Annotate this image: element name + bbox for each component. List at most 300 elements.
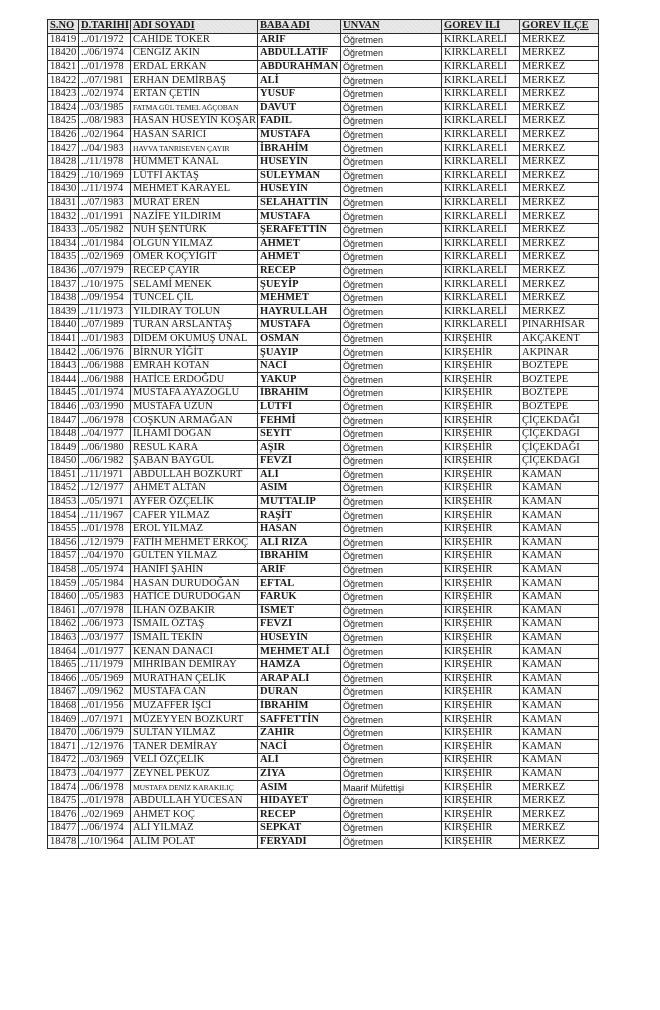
cell-district: MERKEZ <box>520 291 599 305</box>
cell-province: KIRKLARELİ <box>442 142 520 156</box>
cell-district: MERKEZ <box>520 210 599 224</box>
cell-province: KIRŞEHİR <box>442 781 520 795</box>
table-row <box>48 781 599 795</box>
cell-father-name: ZAHİR <box>258 726 341 740</box>
cell-birth-date: ../07/1971 <box>79 713 131 727</box>
cell-birth-date: ../03/1990 <box>79 400 131 414</box>
cell-title: Öğretmen <box>341 509 442 523</box>
cell-district: KAMAN <box>520 658 599 672</box>
cell-birth-date: ../05/1983 <box>79 590 131 604</box>
cell-full-name: MUSTAFA UZUN <box>130 400 257 414</box>
cell-title: Öğretmen <box>341 468 442 482</box>
cell-birth-date: ../12/1979 <box>79 536 131 550</box>
cell-district: MERKEZ <box>520 101 599 115</box>
cell-province: KIRŞEHİR <box>442 468 520 482</box>
cell-sno: 18466 <box>48 672 79 686</box>
cell-sno: 18473 <box>48 767 79 781</box>
table-row <box>48 577 599 591</box>
cell-full-name: HÜMMET KANAL <box>130 155 257 169</box>
cell-full-name: ZEYNEL PEKUZ <box>130 767 257 781</box>
cell-sno: 18476 <box>48 808 79 822</box>
cell-title: Öğretmen <box>341 155 442 169</box>
cell-sno: 18436 <box>48 264 79 278</box>
cell-sno: 18421 <box>48 60 79 74</box>
cell-sno: 18478 <box>48 835 79 849</box>
cell-sno: 18468 <box>48 699 79 713</box>
cell-father-name: HÜSEYİN <box>258 631 341 645</box>
cell-father-name: FARUK <box>258 590 341 604</box>
cell-birth-date: ../09/1954 <box>79 291 131 305</box>
cell-province: KIRŞEHİR <box>442 672 520 686</box>
cell-province: KIRKLARELİ <box>442 196 520 210</box>
cell-birth-date: ../06/1978 <box>79 414 131 428</box>
cell-father-name: RECEP <box>258 808 341 822</box>
cell-province: KIRKLARELİ <box>442 87 520 101</box>
cell-title: Öğretmen <box>341 87 442 101</box>
cell-father-name: SELAHATTİN <box>258 196 341 210</box>
table-row <box>48 699 599 713</box>
cell-district: KAMAN <box>520 577 599 591</box>
cell-district: MERKEZ <box>520 822 599 836</box>
cell-district: MERKEZ <box>520 808 599 822</box>
table-row <box>48 427 599 441</box>
cell-title: Öğretmen <box>341 645 442 659</box>
table-row <box>48 387 599 401</box>
cell-father-name: FADIL <box>258 115 341 129</box>
cell-full-name: GÜLTEN YILMAZ <box>130 550 257 564</box>
table-row <box>48 713 599 727</box>
cell-sno: 18454 <box>48 509 79 523</box>
cell-full-name: NUH ŞENTÜRK <box>130 223 257 237</box>
table-row <box>48 686 599 700</box>
table-row <box>48 33 599 47</box>
cell-full-name: EROL YILMAZ <box>130 522 257 536</box>
cell-full-name: KENAN DANACI <box>130 645 257 659</box>
cell-title: Öğretmen <box>341 142 442 156</box>
cell-father-name: HASAN <box>258 522 341 536</box>
cell-full-name: SULTAN YILMAZ <box>130 726 257 740</box>
cell-birth-date: ../01/1978 <box>79 522 131 536</box>
cell-sno: 18427 <box>48 142 79 156</box>
cell-title: Öğretmen <box>341 332 442 346</box>
cell-district: MERKEZ <box>520 60 599 74</box>
cell-province: KIRŞEHİR <box>442 509 520 523</box>
cell-birth-date: ../02/1964 <box>79 128 131 142</box>
cell-full-name: CAFER YILMAZ <box>130 509 257 523</box>
cell-district: KAMAN <box>520 645 599 659</box>
cell-full-name: İLHAMİ DOĞAN <box>130 427 257 441</box>
cell-district: ÇİÇEKDAĞI <box>520 414 599 428</box>
table-row <box>48 563 599 577</box>
cell-district: KAMAN <box>520 754 599 768</box>
cell-birth-date: ../03/1985 <box>79 101 131 115</box>
cell-birth-date: ../11/1973 <box>79 305 131 319</box>
cell-district: MERKEZ <box>520 169 599 183</box>
table-row <box>48 142 599 156</box>
cell-father-name: HÜSEYİN <box>258 155 341 169</box>
cell-province: KIRŞEHİR <box>442 563 520 577</box>
cell-sno: 18453 <box>48 495 79 509</box>
cell-full-name: HASAN SARICI <box>130 128 257 142</box>
cell-birth-date: ../04/1970 <box>79 550 131 564</box>
table-row <box>48 604 599 618</box>
cell-province: KIRŞEHİR <box>442 373 520 387</box>
cell-district: KAMAN <box>520 468 599 482</box>
cell-birth-date: ../04/1983 <box>79 142 131 156</box>
cell-full-name: ABDULLAH YÜCESAN <box>130 794 257 808</box>
cell-birth-date: ../03/1977 <box>79 631 131 645</box>
cell-title: Öğretmen <box>341 291 442 305</box>
cell-province: KIRŞEHİR <box>442 536 520 550</box>
cell-birth-date: ../01/1972 <box>79 33 131 47</box>
cell-sno: 18448 <box>48 427 79 441</box>
cell-title: Öğretmen <box>341 699 442 713</box>
cell-province: KIRŞEHİR <box>442 400 520 414</box>
table-row <box>48 726 599 740</box>
cell-sno: 18467 <box>48 686 79 700</box>
cell-district: MERKEZ <box>520 47 599 61</box>
cell-title: Öğretmen <box>341 590 442 604</box>
cell-district: BOZTEPE <box>520 359 599 373</box>
cell-full-name: HANİFİ ŞAHİN <box>130 563 257 577</box>
table-row <box>48 210 599 224</box>
cell-father-name: MUTTALİP <box>258 495 341 509</box>
cell-father-name: MUSTAFA <box>258 128 341 142</box>
cell-sno: 18445 <box>48 387 79 401</box>
header-full-name: ADI SOYADI <box>130 20 257 34</box>
cell-sno: 18449 <box>48 441 79 455</box>
cell-father-name: OSMAN <box>258 332 341 346</box>
cell-father-name: SEPKAT <box>258 822 341 836</box>
cell-title: Öğretmen <box>341 183 442 197</box>
cell-title: Öğretmen <box>341 237 442 251</box>
table-row <box>48 87 599 101</box>
cell-title: Öğretmen <box>341 74 442 88</box>
cell-birth-date: ../01/1956 <box>79 699 131 713</box>
cell-province: KIRŞEHİR <box>442 550 520 564</box>
table-row <box>48 631 599 645</box>
table-row <box>48 373 599 387</box>
cell-full-name: AHMET KOÇ <box>130 808 257 822</box>
cell-full-name: CENGİZ AKIN <box>130 47 257 61</box>
table-row <box>48 536 599 550</box>
cell-father-name: HİDAYET <box>258 794 341 808</box>
cell-sno: 18431 <box>48 196 79 210</box>
cell-full-name: ŞABAN BAYGÜL <box>130 455 257 469</box>
cell-father-name: ARİF <box>258 563 341 577</box>
cell-birth-date: ../06/1974 <box>79 822 131 836</box>
table-row <box>48 509 599 523</box>
cell-province: KIRŞEHİR <box>442 808 520 822</box>
table-row <box>48 264 599 278</box>
cell-sno: 18429 <box>48 169 79 183</box>
cell-sno: 18457 <box>48 550 79 564</box>
table-row <box>48 74 599 88</box>
table-row <box>48 346 599 360</box>
cell-sno: 18441 <box>48 332 79 346</box>
header-birth-date: D.TARİHİ <box>79 20 131 34</box>
cell-father-name: AHMET <box>258 251 341 265</box>
cell-sno: 18472 <box>48 754 79 768</box>
cell-province: KIRŞEHİR <box>442 726 520 740</box>
cell-title: Öğretmen <box>341 672 442 686</box>
header-title: UNVAN <box>341 20 442 34</box>
cell-birth-date: ../02/1969 <box>79 251 131 265</box>
cell-sno: 18434 <box>48 237 79 251</box>
cell-title: Öğretmen <box>341 563 442 577</box>
cell-father-name: ŞERAFETTİN <box>258 223 341 237</box>
cell-sno: 18459 <box>48 577 79 591</box>
cell-full-name: HASAN DURUDOĞAN <box>130 577 257 591</box>
cell-sno: 18422 <box>48 74 79 88</box>
cell-sno: 18474 <box>48 781 79 795</box>
table-row <box>48 319 599 333</box>
cell-district: BOZTEPE <box>520 373 599 387</box>
cell-father-name: ABDULLATİF <box>258 47 341 61</box>
cell-title: Öğretmen <box>341 522 442 536</box>
cell-birth-date: ../12/1976 <box>79 740 131 754</box>
cell-title: Öğretmen <box>341 264 442 278</box>
cell-father-name: ALİ <box>258 468 341 482</box>
cell-district: KAMAN <box>520 767 599 781</box>
cell-province: KIRŞEHİR <box>442 427 520 441</box>
cell-father-name: İBRAHİM <box>258 387 341 401</box>
cell-birth-date: ../06/1974 <box>79 47 131 61</box>
cell-title: Öğretmen <box>341 400 442 414</box>
cell-title: Öğretmen <box>341 808 442 822</box>
cell-title: Öğretmen <box>341 47 442 61</box>
cell-title: Öğretmen <box>341 210 442 224</box>
table-row <box>48 441 599 455</box>
cell-birth-date: ../05/1984 <box>79 577 131 591</box>
cell-father-name: HAYRULLAH <box>258 305 341 319</box>
cell-father-name: SÜLEYMAN <box>258 169 341 183</box>
cell-full-name: FATMA GÜL TEMEL AĞÇOBAN <box>130 101 257 115</box>
personnel-table <box>47 19 599 849</box>
cell-district: KAMAN <box>520 699 599 713</box>
cell-province: KIRŞEHİR <box>442 822 520 836</box>
cell-province: KIRŞEHİR <box>442 740 520 754</box>
cell-district: MERKEZ <box>520 33 599 47</box>
table-row <box>48 495 599 509</box>
table-body <box>48 33 599 849</box>
cell-district: KAMAN <box>520 686 599 700</box>
cell-birth-date: ../06/1980 <box>79 441 131 455</box>
cell-birth-date: ../01/1974 <box>79 387 131 401</box>
cell-full-name: İLHAN ÖZBAKIR <box>130 604 257 618</box>
cell-birth-date: ../10/1969 <box>79 169 131 183</box>
cell-full-name: İSMAİL TEKİN <box>130 631 257 645</box>
cell-father-name: HÜSEYİN <box>258 183 341 197</box>
table-row <box>48 332 599 346</box>
cell-birth-date: ../04/1977 <box>79 427 131 441</box>
cell-full-name: HATİCE ERDOĞDU <box>130 373 257 387</box>
table-row <box>48 808 599 822</box>
cell-title: Öğretmen <box>341 414 442 428</box>
cell-father-name: HAMZA <box>258 658 341 672</box>
cell-title: Öğretmen <box>341 618 442 632</box>
header-row <box>48 20 599 34</box>
cell-full-name: OLGUN YILMAZ <box>130 237 257 251</box>
cell-sno: 18432 <box>48 210 79 224</box>
cell-birth-date: ../03/1969 <box>79 754 131 768</box>
cell-birth-date: ../06/1979 <box>79 726 131 740</box>
cell-birth-date: ../06/1988 <box>79 373 131 387</box>
cell-full-name: SELAMİ MENEK <box>130 278 257 292</box>
header-father-name: BABA ADI <box>258 20 341 34</box>
cell-district: KAMAN <box>520 509 599 523</box>
cell-province: KIRKLARELİ <box>442 305 520 319</box>
cell-province: KIRŞEHİR <box>442 482 520 496</box>
cell-sno: 18447 <box>48 414 79 428</box>
cell-sno: 18455 <box>48 522 79 536</box>
cell-title: Öğretmen <box>341 631 442 645</box>
cell-birth-date: ../05/1971 <box>79 495 131 509</box>
cell-father-name: ASIM <box>258 482 341 496</box>
cell-birth-date: ../05/1974 <box>79 563 131 577</box>
table-row <box>48 658 599 672</box>
cell-sno: 18461 <box>48 604 79 618</box>
cell-full-name: VELİ ÖZÇELİK <box>130 754 257 768</box>
table-row <box>48 468 599 482</box>
cell-father-name: RAŞİT <box>258 509 341 523</box>
cell-father-name: NACİ <box>258 359 341 373</box>
cell-province: KIRŞEHİR <box>442 387 520 401</box>
cell-district: KAMAN <box>520 726 599 740</box>
cell-province: KIRKLARELİ <box>442 33 520 47</box>
cell-district: MERKEZ <box>520 251 599 265</box>
cell-title: Öğretmen <box>341 128 442 142</box>
cell-district: KAMAN <box>520 631 599 645</box>
cell-province: KIRKLARELİ <box>442 169 520 183</box>
cell-province: KIRŞEHİR <box>442 604 520 618</box>
cell-birth-date: ../01/1984 <box>79 237 131 251</box>
cell-father-name: MUSTAFA <box>258 319 341 333</box>
table-row <box>48 101 599 115</box>
cell-full-name: MÜZEYYEN BOZKURT <box>130 713 257 727</box>
cell-province: KIRKLARELİ <box>442 291 520 305</box>
cell-birth-date: ../01/1983 <box>79 332 131 346</box>
cell-sno: 18420 <box>48 47 79 61</box>
cell-title: Öğretmen <box>341 822 442 836</box>
cell-district: MERKEZ <box>520 142 599 156</box>
cell-sno: 18437 <box>48 278 79 292</box>
cell-title: Öğretmen <box>341 441 442 455</box>
table-row <box>48 550 599 564</box>
table-row <box>48 223 599 237</box>
table-row <box>48 251 599 265</box>
cell-full-name: DİDEM OKUMUŞ ÜNAL <box>130 332 257 346</box>
cell-title: Öğretmen <box>341 754 442 768</box>
cell-province: KIRŞEHİR <box>442 455 520 469</box>
cell-birth-date: ../12/1977 <box>79 482 131 496</box>
cell-full-name: TANER DEMİRAY <box>130 740 257 754</box>
cell-province: KIRŞEHİR <box>442 522 520 536</box>
cell-province: KIRKLARELİ <box>442 47 520 61</box>
cell-district: MERKEZ <box>520 264 599 278</box>
table-row <box>48 482 599 496</box>
cell-title: Öğretmen <box>341 373 442 387</box>
table-row <box>48 835 599 849</box>
cell-title: Öğretmen <box>341 251 442 265</box>
cell-full-name: ALİM POLAT <box>130 835 257 849</box>
cell-district: KAMAN <box>520 482 599 496</box>
cell-sno: 18433 <box>48 223 79 237</box>
table-row <box>48 183 599 197</box>
cell-father-name: İBRAHİM <box>258 142 341 156</box>
table-row <box>48 278 599 292</box>
cell-full-name: FATİH MEHMET ERKOÇ <box>130 536 257 550</box>
cell-birth-date: ../02/1974 <box>79 87 131 101</box>
cell-sno: 18470 <box>48 726 79 740</box>
cell-title: Öğretmen <box>341 427 442 441</box>
cell-sno: 18424 <box>48 101 79 115</box>
cell-father-name: MEHMET ALİ <box>258 645 341 659</box>
table-row <box>48 672 599 686</box>
cell-province: KIRŞEHİR <box>442 495 520 509</box>
cell-district: MERKEZ <box>520 305 599 319</box>
cell-father-name: EFTAL <box>258 577 341 591</box>
cell-birth-date: ../06/1982 <box>79 455 131 469</box>
cell-district: ÇİÇEKDAĞI <box>520 455 599 469</box>
cell-father-name: YUSUF <box>258 87 341 101</box>
cell-full-name: ERTAN ÇETİN <box>130 87 257 101</box>
cell-full-name: ERHAN DEMİRBAŞ <box>130 74 257 88</box>
cell-sno: 18423 <box>48 87 79 101</box>
cell-full-name: RESUL KARA <box>130 441 257 455</box>
cell-district: ÇİÇEKDAĞI <box>520 441 599 455</box>
cell-district: KAMAN <box>520 522 599 536</box>
cell-father-name: ABDURAHMAN <box>258 60 341 74</box>
cell-title: Öğretmen <box>341 33 442 47</box>
cell-sno: 18435 <box>48 251 79 265</box>
cell-title: Öğretmen <box>341 604 442 618</box>
cell-district: MERKEZ <box>520 223 599 237</box>
cell-sno: 18426 <box>48 128 79 142</box>
cell-full-name: HAVVA TANRISEVEN ÇAYIR <box>130 142 257 156</box>
cell-district: KAMAN <box>520 563 599 577</box>
cell-title: Öğretmen <box>341 101 442 115</box>
cell-birth-date: ../01/1978 <box>79 794 131 808</box>
cell-district: MERKEZ <box>520 115 599 129</box>
cell-province: KIRŞEHİR <box>442 414 520 428</box>
table-row <box>48 60 599 74</box>
cell-district: KAMAN <box>520 604 599 618</box>
cell-father-name: ALİ RIZA <box>258 536 341 550</box>
cell-title: Öğretmen <box>341 346 442 360</box>
cell-full-name: ABDULLAH BOZKURT <box>130 468 257 482</box>
cell-district: KAMAN <box>520 550 599 564</box>
cell-title: Öğretmen <box>341 305 442 319</box>
cell-province: KIRŞEHİR <box>442 713 520 727</box>
cell-district: PINARHİSAR <box>520 319 599 333</box>
table-row <box>48 359 599 373</box>
cell-father-name: NACİ <box>258 740 341 754</box>
cell-title: Öğretmen <box>341 726 442 740</box>
table-row <box>48 822 599 836</box>
header-province: GOREV İLİ <box>442 20 520 34</box>
cell-father-name: FEVZİ <box>258 455 341 469</box>
cell-province: KIRŞEHİR <box>442 699 520 713</box>
cell-sno: 18419 <box>48 33 79 47</box>
cell-birth-date: ../07/1981 <box>79 74 131 88</box>
cell-father-name: ŞUAYIP <box>258 346 341 360</box>
cell-father-name: DAVUT <box>258 101 341 115</box>
cell-full-name: COŞKUN ARMAĞAN <box>130 414 257 428</box>
table-row <box>48 754 599 768</box>
cell-province: KIRKLARELİ <box>442 237 520 251</box>
cell-district: MERKEZ <box>520 183 599 197</box>
